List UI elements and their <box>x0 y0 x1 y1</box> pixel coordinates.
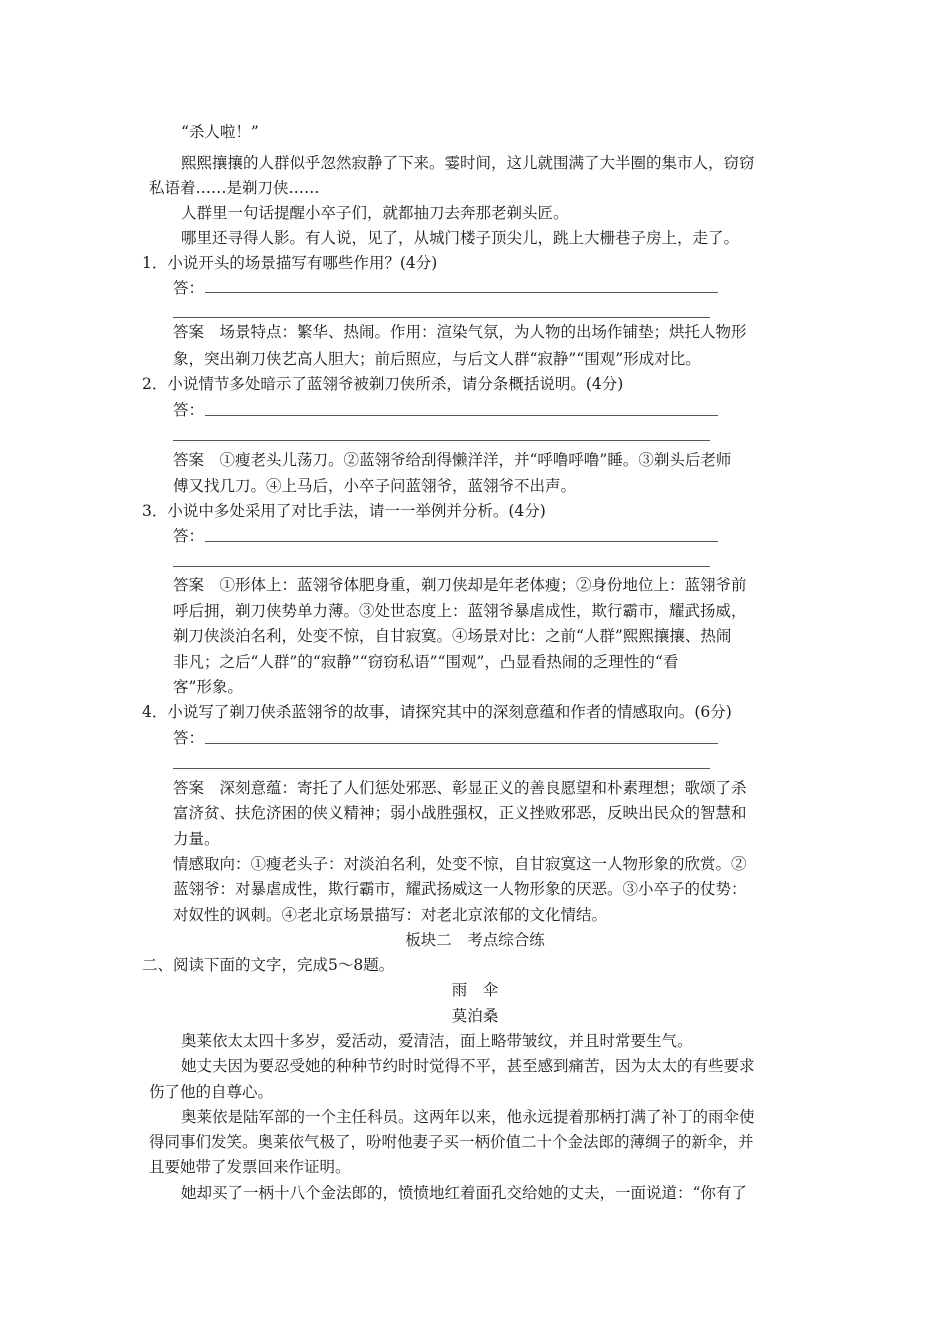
answer-text: 答案 场景特点：繁华、热闹。作用：渲染气氛，为人物的出场作铺垫；烘托人物形 <box>173 323 747 341</box>
answer-label: 答： <box>173 729 205 747</box>
question-3: 3．小说中多处采用了对比手法，请一一举例并分析。(4分) <box>142 502 546 520</box>
story-author: 莫泊桑 <box>451 1007 499 1025</box>
answer-line <box>205 541 718 542</box>
answer-line <box>173 768 710 769</box>
answer-text: 非凡；之后“人群”的“寂静”“窃窃私语”“围观”，凸显看热闹的乏理性的“看 <box>173 653 679 671</box>
story-line: 哪里还寻得人影。有人说，见了，从城门楼子顶尖儿，跳上大栅巷子房上，走了。 <box>181 229 740 247</box>
answer-text: 呼后拥，剃刀侠势单力薄。③处世态度上：蓝翎爷暴虐成性，欺行霸市，耀武扬威， <box>173 602 747 620</box>
answer-line <box>173 566 710 567</box>
question-4: 4．小说写了剃刀侠杀蓝翎爷的故事，请探究其中的深刻意蕴和作者的情感取向。(6分) <box>142 703 732 721</box>
answer-text: 情感取向：①瘦老头子：对淡泊名利，处变不惊，自甘寂寞这一人物形象的欣赏。② <box>173 855 747 873</box>
answer-text: 傅又找几刀。④上马后，小卒子问蓝翎爷，蓝翎爷不出声。 <box>173 477 577 495</box>
answer-label: 答： <box>173 401 205 419</box>
answer-text: 力量。 <box>173 830 220 848</box>
section-title: 板块二 考点综合练 <box>405 931 545 949</box>
answer-text: 象，突出剃刀侠艺高人胆大；前后照应，与后文人群“寂静”“围观”形成对比。 <box>173 350 701 368</box>
answer-text: 答案 ①瘦老头儿荡刀。②蓝翎爷给刮得懒洋洋，并“呼噜呼噜”睡。③剃头后老师 <box>173 451 732 469</box>
story-line: 伤了他的自尊心。 <box>149 1083 274 1101</box>
answer-line <box>205 292 718 293</box>
instruction: 二、阅读下面的文字，完成5～8题。 <box>142 956 395 974</box>
story-line: 奥莱依太太四十多岁，爱活动，爱清洁，面上略带皱纹，并且时常要生气。 <box>181 1032 693 1050</box>
story-line: 私语着……是剃刀侠…… <box>149 179 320 197</box>
answer-text: 答案 深刻意蕴：寄托了人们惩处邪恶、彰显正义的善良愿望和朴素理想；歌颂了杀 <box>173 779 747 797</box>
story-line: 她却买了一柄十八个金法郎的，愤愤地红着面孔交给她的丈夫，一面说道：“你有了 <box>181 1184 747 1202</box>
story-line: 人群里一句话提醒小卒子们，就都抽刀去奔那老剃头匠。 <box>181 204 569 222</box>
story-line: 她丈夫因为要忍受她的种种节约时时觉得不平，甚至感到痛苦，因为太太的有些要求 <box>181 1057 755 1075</box>
answer-line <box>173 317 710 318</box>
story-line: “杀人啦！” <box>181 123 259 141</box>
answer-text: 蓝翎爷：对暴虐成性，欺行霸市，耀武扬威这一人物形象的厌恶。③小卒子的仗势： <box>173 880 747 898</box>
story-title: 雨 伞 <box>451 981 499 999</box>
answer-text: 对奴性的讽刺。④老北京场景描写：对老北京浓郁的文化情结。 <box>173 906 608 924</box>
answer-label: 答： <box>173 527 205 545</box>
answer-line <box>205 415 718 416</box>
story-line: 得同事们发笑。奥莱依气极了，吩咐他妻子买一柄价值二十个金法郎的薄绸子的新伞，并 <box>149 1133 754 1151</box>
answer-label: 答： <box>173 279 205 297</box>
question-2: 2．小说情节多处暗示了蓝翎爷被剃刀侠所杀，请分条概括说明。(4分) <box>142 375 624 393</box>
story-line: 且要她带了发票回来作证明。 <box>149 1158 351 1176</box>
story-line: 奥莱依是陆军部的一个主任科员。这两年以来，他永远提着那柄打满了补丁的雨伞使 <box>181 1108 755 1126</box>
answer-text: 富济贫、扶危济困的侠义精神；弱小战胜强权，正义挫败邪恶，反映出民众的智慧和 <box>173 804 747 822</box>
story-line: 熙熙攘攘的人群似乎忽然寂静了下来。霎时间，这儿就围满了大半圈的集市人，窃窃 <box>181 154 755 172</box>
answer-line <box>205 743 718 744</box>
answer-text: 剃刀侠淡泊名利，处变不惊，自甘寂寞。④场景对比：之前“人群”熙熙攘攘、热闹 <box>173 627 732 645</box>
answer-text: 客”形象。 <box>173 678 243 696</box>
question-1: 1．小说开头的场景描写有哪些作用？(4分) <box>142 254 438 272</box>
answer-line <box>173 440 710 441</box>
answer-text: 答案 ①形体上：蓝翎爷体肥身重，剃刀侠却是年老体瘦；②身份地位上：蓝翎爷前 <box>173 576 747 594</box>
